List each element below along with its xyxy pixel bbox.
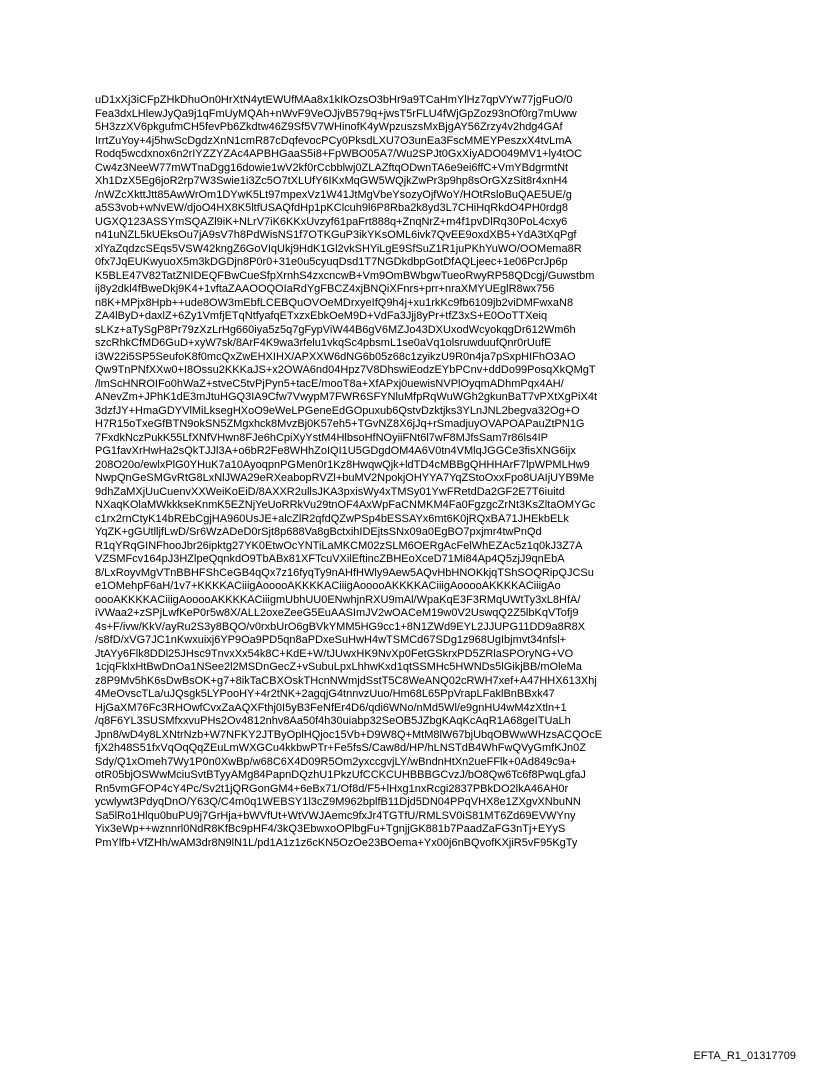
text-line: 7FxdkNczPukK55LfXNfVHwn8FJe6hCpiXyYstM4HlbsoHfNOyiiFNt6l7wF8MJfsSam7r86ls4IP bbox=[95, 431, 548, 444]
text-line: Rodq5wcdxnox6n2rIYZZYZAc4APBHGaaS5i8+FpWBO05A7/Wu2SPJt0GxXiyADO049MV1+ly4tOC bbox=[95, 148, 583, 160]
text-line: n41uNZL5kUEksOu7jA9sV7h8PdWisNS1f7OTKGuP3ikYKsOML6ivk7QvEE9oxdXB5+YdA3tXqPgf bbox=[95, 229, 577, 241]
text-line: 0fx7JqEUKwyuoX5m3kDGDjn8P0r0+31e0u5cyuqDsd1T7NGDkdbpGotDfAQLjeec+1e06PcrJp6p bbox=[95, 256, 568, 268]
text-line: otR05bjOSWwMciuSvtBTyyAMg84PapnDQzhU1PkzUfCCKCUHBBBGCvzJ/bO8Qw6Tc6f8PwqLgfaJ bbox=[95, 769, 586, 781]
text-line: z8P9Mv5hK6sDwBsOK+g7+8ikTaCBXOskTHcnNWmjdSstT5C8WeANQ02cRWH7xef+A47HHX613Xhj bbox=[95, 674, 597, 687]
text-line: IrrtZuYoy+4j5hwScDgdzXnN1cmR87cDqfevocPCy0PksdLXU7O3unEa3FscMMEYPeszxX4tvLmA bbox=[95, 134, 572, 147]
text-line: 4MeOvscTLa/uJQsgk5LYPooHY+4r2tNK+2agqjG4tnnvzUuo/Hm68L65PpVrapLFaklBnBBxk47 bbox=[95, 688, 555, 700]
text-line: ij8y2dkl4fBweDkj9K4+1vftaZAAOOQOIaRdYgFBCZ4xjBNQiXFnrs+prr+nraXMYUEglR8wx756 bbox=[95, 283, 555, 295]
text-line: /nWZcXkttJtt85AwWrOm1DYwK5Lt97mpexVz1W41JtMgVbeYsozyOjfWoY/HOtRsloBuQAE5UE/g bbox=[95, 188, 572, 201]
text-line: 9dhZaMXjUuCuenvXXWeiKoEiD/8AXXR2ullsJKA3pxisWy4xTMSy01YwFRetdDa2GF2E7T6iuitd bbox=[95, 485, 565, 498]
text-line: VZSMFcv164pJ3HZlpeQqnkdO9TbABx81XFTcuVXilEftincZBHEoXceD71Mi84Ap4Q5zjJ9qnEbA bbox=[95, 553, 565, 565]
text-line: Jpn8/wD4y8LXNtrNzb+W7NFKY2JTByOplHQjoc15Vb+D9W8Q+MtM8lW67bjUbqOBWwWHzsACQOcE bbox=[95, 728, 603, 741]
text-line: uD1xXj3iCFpZHkDhuOn0HrXtN4ytEWUfMAa8x1kIkOzsO3bHr9a9TCaHmYlHz7qpVYw77jgFuO/0 bbox=[95, 94, 573, 106]
text-line: ZA4lByD+daxlZ+6Zy1VmfjETqNtfyafqETxzxEbkOeM9D+VdFa3Jjj8yPr+tfZ3xS+E0OoTTXeiq bbox=[95, 310, 548, 322]
text-line: Sa5lRo1Hlqu0buPU9j7GrHja+bWVfUt+WtVWJAemc9fxJr4TGTfU/RMLSV0iS81MT6Zd69EVWYny bbox=[95, 809, 576, 822]
text-line: a5S3vob+wNvEW/djoO4HX8K5ltfUSAQfdHp1pKClcuh9l6P8Rba2k8yd3L7CHiHqRkdO4PH0rdg8 bbox=[95, 202, 568, 214]
text-line: 4s+F/ivw/KkV/ayRu2S3y8BQO/v0rxbUrO6gBVkYMM5HG9cc1+8N1ZWd9EYL2JJUPG11DD9a8R8X bbox=[95, 620, 586, 633]
text-line: 8/LxRoyvMgVTnBBHFShCeGB4qQx7z16fyqTy9nAHfHWly9Aew5AQvHbHNOKkjqTShSOQRipQJCSu bbox=[95, 566, 594, 579]
text-line: i3W22i5SP5SeufoK8f0mcQxZwEHXIHX/APXXW6dNG6b05z68c1zyikzU9R0n4ja7pSxpHIFhO3AO bbox=[95, 350, 576, 363]
text-line: sLKz+aTySgP8Pr79zXzLrHg660iya5z5q7gFypViW44B6gV6MZJo43DXUxodWcyokqgDr612Wm6h bbox=[95, 323, 576, 336]
text-line: K5BLE47V82TatZNIDEQFBwCueSfpXrnhS4zxcncwB+Vm9OmBWbgwTueoRwyRP58QDcgj/Guwstbm bbox=[95, 269, 595, 282]
encoded-text-block bbox=[95, 94, 735, 850]
text-line: PmYlfb+VfZHh/wAM3dr8N9lN1L/pd1A1z1z6cKN5OzOe23BOema+Yx00j6nBQvofKXjiR5vF95KgTy bbox=[95, 836, 578, 849]
text-line: /s8fD/xVG7JC1nKwxuixj6YP9Oa9PD5qn8aPDxeSuHwH4wTSMCd67SDg1z968UgIbjmvt34nfsl+ bbox=[95, 634, 567, 646]
text-line: PG1favXrHwHa2sQkTJJl3A+o6bR2Fe8WHhZoIQI1U5GDgdOM4A6V0tn4VMlqJGGCe3fisXNG6ijx bbox=[95, 445, 576, 457]
text-line: ycwlywt3PdyqDnO/Y63Q/C4m0q1WEBSY1l3cZ9M962bplfB11Djd5DN04PPqVHX8e1ZXgvXNbuNN bbox=[95, 796, 581, 808]
text-line: szcRhkCfMD6GuD+xyW7sk/8ArF4K9wa3rfelu1vkqSc4pbsmL1se0aVq1olsruwduufQnr0rUufE bbox=[95, 337, 552, 349]
text-line: Cw4z3NeeW77mWTnaDgg16dowie1wV2kf0rCcbblwj0ZLAZftqODwnTA6e9ei6ffC+VmYBdgrmtNt bbox=[95, 161, 569, 174]
text-line: 208O20o/ewlxPlG0YHuK7a10AyoqpnPGMen0r1Kz8HwqwQjk+ldTD4cMBBgQHHHArF7lpWPMLHw9 bbox=[95, 458, 590, 471]
text-line: HjGaXM76Fc3RHOwfCvxZaAQXFthj0I5yB3FeNfEr4D6/qdi6WNo/nMd5Wl/e9gnHU4wM4zXtln+1 bbox=[95, 701, 567, 714]
text-line: 3dzfJY+HmaGDYVlMiLksegHXoO9eWeLPGeneEdGOpuxub6QstvDzktjks3YLnJNL2begva32Og+O bbox=[95, 404, 580, 417]
text-line: /lmScHNROIFo0hWaZ+stveC5tvPjPyn5+tacE/mooT8a+XfAPxj0uewisNVPlOyqmADhmPqx4AH/ bbox=[95, 377, 564, 390]
text-line: oooAKKKKACiiigAooooAKKKKACiiigmUbhUU0ENwhjnRXU9mAl/WpaKqE3F3RMqUWtTy3xL8HfA/ bbox=[95, 593, 581, 606]
document-id-label: EFTA_R1_01317709 bbox=[693, 1050, 796, 1062]
text-line: R1qYRqGINFhooJbr26ipktg27YK0EtwOcYNTiLaMKCM02zSLM6OERgAcFelWhEZAc5z1q0kJ3Z7A bbox=[95, 539, 583, 552]
text-line: xlYaZqdzcSEqs5VSW42kngZ6GoVIqUkj9HdK1Gl2vkSHYiLgE9SfSuZ1R1juPKhYuWO/OOMema8R bbox=[95, 242, 582, 255]
text-line: H7R15oTxeGfBTN9okSN5ZMgxhck8MvzBj0K57eh5+TGvNZ8X6jJq+rSmadjuyOVAPOAPauZtPN1G bbox=[95, 418, 585, 430]
text-line: NXaqKOlaMWkkkseKnmK5EZNjYeUoRRkVu29tnOF4AxWpFaCNMKM4Fa0FgzgcZrNt3KsZltaOMYGc bbox=[95, 499, 596, 511]
text-line: Sdy/Q1xOmeh7Wy1P0n0XwBp/w68C6X4D09R5Om2yxccgvjLY/wBndnHtXn2ueFFlk+0Ad849c9a+ bbox=[95, 755, 577, 768]
text-line: UGXQ123ASSYmSQAZl9iK+NLrV7iK6KKxUvzyf61paFrt888q+ZnqNrZ+m4f1pvDlRq30PoL4cxy6 bbox=[95, 215, 568, 228]
text-line: JtAYy6Flk8DDl25JHsc9TnvxXx54k8C+KdE+W/tJUwxHK9NvXp0FetGSkrxPD5ZRlaSPOryNG+VO bbox=[95, 647, 574, 660]
text-line: YqZK+gGUtlljfLwD/Sr6WzADeD0rSjt8p688Va8gBctxihIDEjtsSNx09a0EgBO7pxjmr4twPnQd bbox=[95, 526, 542, 538]
text-line: NwpQnGeSMGvRtG8LxNlJWA29eRXeabopRVZl+buMV2NpokjOHYYA7YqZStoOxxFpo8UAIjUYB9Me bbox=[95, 472, 595, 484]
text-line: 5H3zzXV6pkgufmCH5fevPb6Zkdtw46Z9Sf5V7WHinofK4yWpzuszsMxBjgAY56Zrzy4v2hdg4GAf bbox=[95, 121, 563, 133]
text-line: Qw9TnPNfXXw0+I8Ossu2KKKaJS+x2OWA6nd04Hpz7V8DhswiEodzEYbPCnv+ddDo99PosqXkQMgT bbox=[95, 364, 596, 376]
text-line: 1cjqFklxHtBwDnOa1NSee2l2MSDnGecZ+vSubuLpxLhhwKxd1qtSSMHc5HWNDs5lGikjBB/mOleMa bbox=[95, 661, 582, 673]
text-line: Rn5vmGFOP4cY4Pc/Sv2t1jQRGonGM4+6eBx71/Of8d/F5+lHxg1nxRcgi2837PBkDO2lkA46AH0r bbox=[95, 782, 569, 795]
text-line: e1OMehpF6aH/1v7+KKKKACiiigAooooAKKKKACiiigAooooAKKKKACiiigAooooAKKKKACiiigAo bbox=[95, 580, 561, 592]
text-line: Xh1DzX5Eg6joR2rp7W3Swie1i3Zc5O7tXLUfY6IKxMqGW5WQjkZwPr3p9hp8sOrGXzSit8r4xnH4 bbox=[95, 175, 568, 187]
text-line: ANevZm+JPhK1dE3mJtuHGQ3IA9Cfw7VwypM7FWR6SFYNluMfpRqWuWGh2gkunBaT7vPXtXgPiX4t bbox=[95, 391, 598, 403]
text-line: /q8F6YL3SUSMfxxvuPHs2Ov4812nhv8Aa50f4h30uiabp32SeOB5JZbgKAqKcAqR1A68geITUaLh bbox=[95, 715, 571, 727]
text-line: c1rx2rnCtyK14bREbCgjHA960UsJE+alcZlR2qfdQZwPSp4bESSAYx6mt6K0jRQxBA71JHEkbELk bbox=[95, 512, 569, 525]
text-line: Fea3dxLHlewJyQa9j1qFmUyMQAh+nWvF9VeOJjvB579q+jwsT5rFLU4fWjGpZoz93nOf0rg7mUww bbox=[95, 107, 577, 120]
text-line: n8K+MPjx8Hpb++ude8OW3mEbfLCEBQuOVOeMDrxyeIfQ9h4j+xu1rkKc9fb6109jb2viDMFwxaN8 bbox=[95, 296, 574, 309]
text-line: Yix3eWp++wznnrl0NdR8KfBc9pHF4/3kQ3EbwxoOPlbgFu+TgnjjGK881b7PaadZaFG3nTj+EYyS bbox=[95, 823, 566, 835]
text-line: iVWaa2+zSPjLwfKeP0r5w8X/ALL2oxeZeeG5EuAASImJV2wOACeM19w0V2UswqQ2Z5lbKqVTofj9 bbox=[95, 607, 579, 619]
text-line: fjX2h48S51fxVqOqQqZEuLmWXGCu4kkbwPTr+Fe5fsS/Caw8d/HP/hLNSTdB4WhFwQVyGmfKJn0Z bbox=[95, 742, 587, 754]
